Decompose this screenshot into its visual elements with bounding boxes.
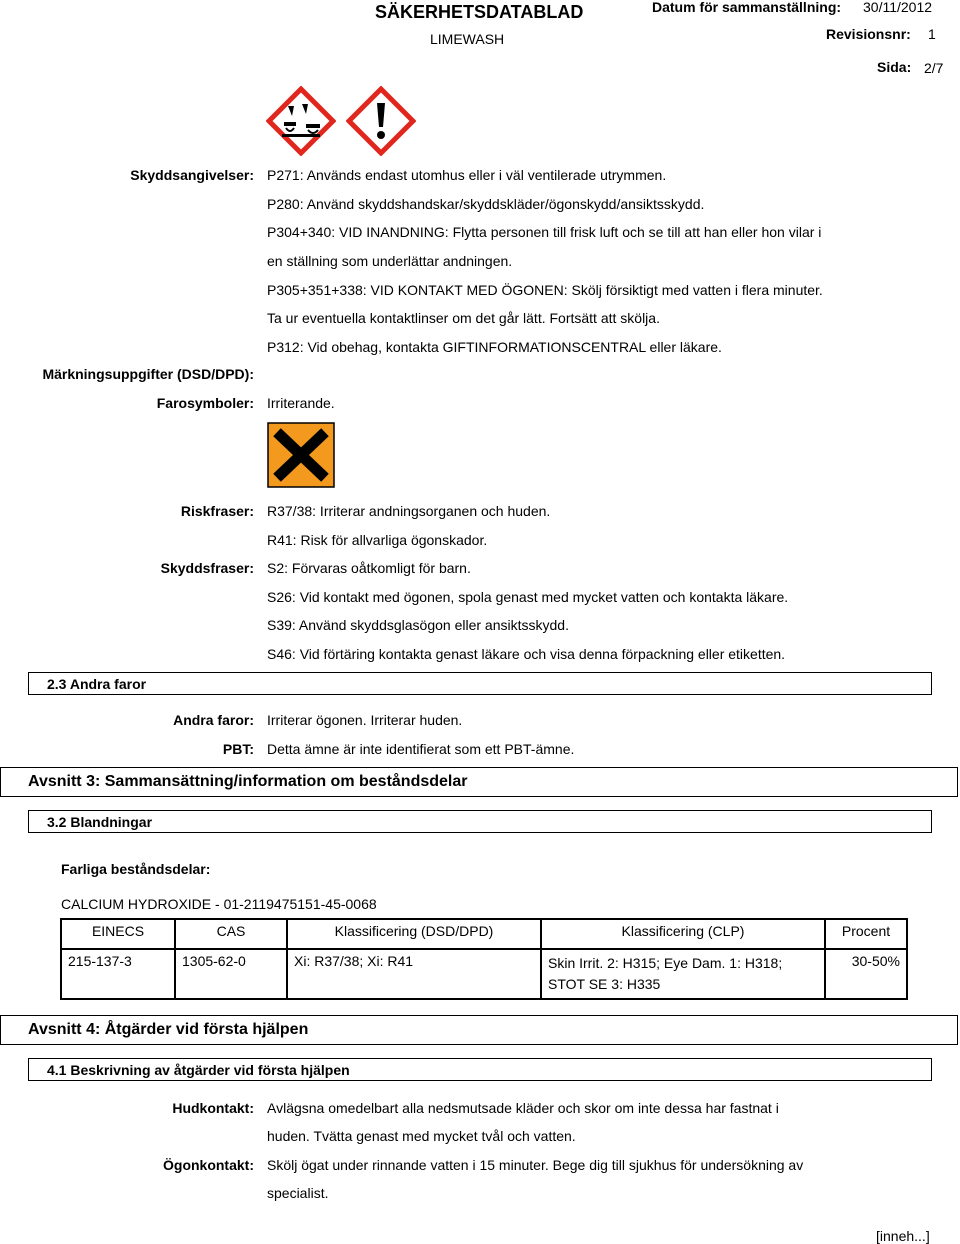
safety-phrase: S39: Använd skyddsglasögon eller ansiktsskydd. <box>267 617 569 633</box>
precautionary-line: Ta ur eventuella kontaktlinser om det går lätt. Fortsätt att skölja. <box>267 310 660 326</box>
precautionary-line: P312: Vid obehag, kontakta GIFTINFORMATIONSCENTRAL eller läkare. <box>267 339 722 355</box>
section-4-heading: Avsnitt 4: Åtgärder vid första hjälpen <box>0 1015 958 1045</box>
irritant-xi-icon <box>267 422 335 488</box>
safety-phrase: S46: Vid förtäring kontakta genast läkare och visa denna förpackning eller etiketten. <box>267 646 786 662</box>
date-value: 30/11/2012 <box>863 0 933 15</box>
subsection-4-1-heading: 4.1 Beskrivning av åtgärder vid första hjälpen <box>28 1058 932 1081</box>
document-title: SÄKERHETSDATABLAD <box>375 2 584 22</box>
skin-contact-label: Hudkontakt: <box>172 1100 254 1116</box>
column-header: EINECS <box>61 919 175 949</box>
eye-contact-line: Skölj ögat under rinnande vatten i 15 minuter. Bege dig till sjukhus för undersökning av <box>267 1157 804 1173</box>
clp-line: STOT SE 3: H335 <box>548 976 661 992</box>
hazardous-ingredients-label: Farliga beståndsdelar: <box>61 861 211 877</box>
corrosion-pictogram-icon <box>266 86 336 156</box>
precautionary-line: P271: Används endast utomhus eller i väl ventilerade utrymmen. <box>267 167 667 183</box>
revision-value: 1 <box>928 26 936 42</box>
hazard-symbols-value: Irriterande. <box>267 395 335 411</box>
skin-contact-line: Avlägsna omedelbart alla nedsmutsade kläder och skor om inte dessa har fastnat i <box>267 1100 779 1116</box>
other-hazards-value: Irriterar ögonen. Irriterar huden. <box>267 712 463 728</box>
revision-label: Revisionsnr: <box>826 26 911 42</box>
precautionary-line: P280: Använd skyddshandskar/skyddskläder/ögonskydd/ansiktsskydd. <box>267 196 705 212</box>
other-hazards-label: Andra faror: <box>173 712 254 728</box>
hazard-symbols-label: Farosymboler: <box>156 395 254 411</box>
risk-phrases-label: Riskfraser: <box>180 503 254 519</box>
dsd-classification-cell: Xi: R37/38; Xi: R41 <box>287 949 541 999</box>
column-header: Klassificering (DSD/DPD) <box>287 919 541 949</box>
precautionary-label: Skyddsangivelser: <box>130 167 254 183</box>
section-3-heading: Avsnitt 3: Sammansättning/information om beståndsdelar <box>0 767 958 797</box>
labelling-label: Märkningsuppgifter (DSD/DPD): <box>42 366 254 382</box>
table-header-row <box>61 919 907 949</box>
precautionary-line: P305+351+338: VID KONTAKT MED ÖGONEN: Skölj försiktigt med vatten i flera minuter. <box>267 282 823 298</box>
pbt-label: PBT: <box>222 741 254 757</box>
risk-phrase: R37/38: Irriterar andningsorganen och huden. <box>267 503 551 519</box>
safety-phrase: S26: Vid kontakt med ögonen, spola genast med mycket vatten och kontakta läkare. <box>267 589 789 605</box>
exclamation-pictogram-icon <box>346 86 416 156</box>
date-label: Datum för sammanställning: <box>652 0 842 15</box>
subsection-3-2-heading: 3.2 Blandningar <box>28 810 932 833</box>
substance-name: CALCIUM HYDROXIDE - 01-2119475151-45-0068 <box>61 896 377 912</box>
eye-contact-line: specialist. <box>267 1185 329 1201</box>
subsection-2-3-heading: 2.3 Andra faror <box>28 672 932 695</box>
safety-phrase: S2: Förvaras oåtkomligt för barn. <box>267 560 471 576</box>
table-row <box>61 949 907 999</box>
einecs-cell: 215-137-3 <box>61 949 175 999</box>
column-header: Procent <box>825 919 907 949</box>
clp-classification-cell <box>541 949 825 999</box>
eye-contact-label: Ögonkontakt: <box>163 1157 254 1173</box>
page-value: 2/7 <box>924 60 944 76</box>
composition-table <box>60 918 908 1000</box>
product-name: LIMEWASH <box>430 31 505 47</box>
continued-marker: [inneh...] <box>876 1228 930 1244</box>
clp-line: Skin Irrit. 2: H315; Eye Dam. 1: H318; <box>548 955 783 971</box>
column-header: CAS <box>175 919 287 949</box>
risk-phrase: R41: Risk för allvarliga ögonskador. <box>267 532 488 548</box>
page-label: Sida: <box>877 59 912 75</box>
safety-phrases-label: Skyddsfraser: <box>160 560 254 576</box>
column-header: Klassificering (CLP) <box>541 919 825 949</box>
skin-contact-line: huden. Tvätta genast med mycket tvål och vatten. <box>267 1128 576 1144</box>
pbt-value: Detta ämne är inte identifierat som ett PBT-ämne. <box>267 741 575 757</box>
cas-cell: 1305-62-0 <box>175 949 287 999</box>
percent-cell: 30-50% <box>825 949 907 999</box>
precautionary-line: en ställning som underlättar andningen. <box>267 253 513 269</box>
precautionary-line: P304+340: VID INANDNING: Flytta personen till frisk luft och se till att han eller hon vilar i <box>267 224 822 240</box>
